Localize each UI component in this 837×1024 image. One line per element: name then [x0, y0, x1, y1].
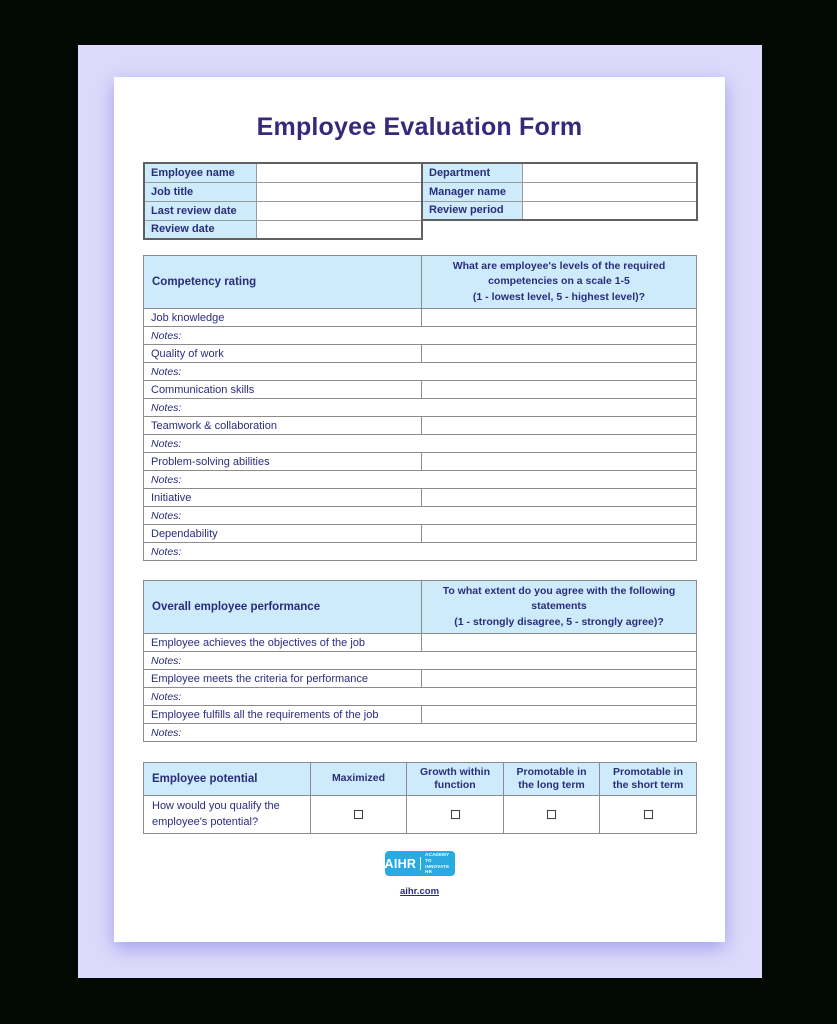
table-row — [144, 688, 697, 706]
aihr-logo-text: AIHR — [384, 856, 417, 871]
table-row — [144, 670, 697, 688]
table-row — [144, 489, 697, 507]
aihr-logo-tagline — [425, 852, 454, 875]
competency-label: Teamwork & collaboration — [144, 417, 422, 435]
notes-label: Notes: — [151, 545, 182, 558]
table-row — [144, 417, 697, 435]
last-review-date-label: Last review date — [144, 201, 256, 220]
employee-potential-table — [143, 762, 697, 834]
employee-name-field[interactable] — [256, 163, 422, 182]
checkbox-icon[interactable] — [451, 810, 460, 819]
competency-scale-question: What are employee's levels of the required competencies on a scale 1-5 — [452, 260, 666, 288]
review-date-label: Review date — [144, 220, 256, 239]
table-row — [422, 201, 697, 220]
competency-label: Quality of work — [144, 345, 422, 363]
competency-rating-header: Competency rating — [144, 256, 422, 309]
notes-cell[interactable] — [144, 688, 697, 706]
table-row — [144, 706, 697, 724]
notes-label: Notes: — [151, 726, 182, 739]
competency-label: Communication skills — [144, 381, 422, 399]
last-review-date-field[interactable] — [256, 201, 422, 220]
rating-input-cell[interactable] — [422, 345, 697, 363]
rating-input-cell[interactable] — [422, 670, 697, 688]
table-row — [144, 724, 697, 742]
review-period-label: Review period — [422, 201, 522, 220]
table-row — [144, 201, 422, 220]
manager-name-label: Manager name — [422, 182, 522, 201]
rating-input-cell[interactable] — [422, 417, 697, 435]
performance-scale-question: To what extent do you agree with the following statements — [442, 585, 676, 613]
table-row — [144, 471, 697, 489]
logo-divider — [420, 857, 421, 870]
table-row — [144, 507, 697, 525]
job-title-label: Job title — [144, 182, 256, 201]
column-header-growth: Growth within function — [407, 763, 504, 796]
document-page — [114, 77, 725, 942]
performance-statement: Employee achieves the objectives of the job — [144, 634, 422, 652]
competency-label: Job knowledge — [144, 309, 422, 327]
table-row — [144, 453, 697, 471]
checkbox-icon[interactable] — [547, 810, 556, 819]
tagline-line-2: INNOVATE HR — [425, 863, 450, 875]
performance-statement: Employee meets the criteria for performance — [144, 670, 422, 688]
table-row — [144, 399, 697, 417]
tagline-line-1: ACADEMY TO — [425, 851, 450, 863]
checkbox-cell-growth — [407, 796, 504, 834]
performance-header: Overall employee performance — [144, 581, 422, 634]
notes-cell[interactable] — [144, 363, 697, 381]
table-header-row — [144, 763, 697, 796]
notes-cell[interactable] — [144, 399, 697, 417]
rating-input-cell[interactable] — [422, 706, 697, 724]
checkbox-cell-maximized — [311, 796, 407, 834]
employee-info-table-right — [421, 162, 698, 221]
table-row — [144, 345, 697, 363]
notes-cell[interactable] — [144, 652, 697, 670]
aihr-website-link[interactable]: aihr.com — [399, 886, 440, 897]
manager-name-field[interactable] — [522, 182, 697, 201]
table-row — [144, 309, 697, 327]
column-header-promotable-short: Promotable in the short term — [600, 763, 697, 796]
notes-label: Notes: — [151, 690, 182, 703]
notes-label: Notes: — [151, 437, 182, 450]
potential-header: Employee potential — [144, 763, 311, 796]
rating-input-cell[interactable] — [422, 381, 697, 399]
column-header-maximized: Maximized — [311, 763, 407, 796]
competency-label: Initiative — [144, 489, 422, 507]
table-row — [144, 543, 697, 561]
table-row — [144, 435, 697, 453]
performance-statement: Employee fulfills all the requirements of the job — [144, 706, 422, 724]
table-row — [144, 182, 422, 201]
competency-label: Dependability — [144, 525, 422, 543]
table-row — [144, 363, 697, 381]
competency-rating-table — [143, 255, 697, 561]
table-row — [144, 652, 697, 670]
notes-cell[interactable] — [144, 327, 697, 345]
table-row — [422, 182, 697, 201]
notes-cell[interactable] — [144, 543, 697, 561]
review-date-field[interactable] — [256, 220, 422, 239]
table-row — [422, 163, 697, 182]
performance-scale-header — [422, 581, 697, 634]
notes-label: Notes: — [151, 329, 182, 342]
table-row — [144, 220, 422, 239]
checkbox-cell-promotable-short — [600, 796, 697, 834]
performance-scale-legend: (1 - strongly disagree, 5 - strongly agree)? — [454, 615, 664, 628]
table-row — [144, 163, 422, 182]
job-title-field[interactable] — [256, 182, 422, 201]
employee-name-label: Employee name — [144, 163, 256, 182]
checkbox-cell-promotable-long — [504, 796, 600, 834]
table-row — [144, 796, 697, 834]
page-frame — [78, 45, 762, 978]
column-header-promotable-long: Promotable in the long term — [504, 763, 600, 796]
rating-input-cell[interactable] — [422, 489, 697, 507]
rating-input-cell[interactable] — [422, 634, 697, 652]
competency-scale-header — [422, 256, 697, 309]
notes-cell[interactable] — [144, 435, 697, 453]
notes-cell[interactable] — [144, 724, 697, 742]
table-row — [144, 634, 697, 652]
overall-performance-table — [143, 580, 697, 742]
employee-info-table-left — [143, 162, 423, 240]
notes-label: Notes: — [151, 401, 182, 414]
notes-label: Notes: — [151, 473, 182, 486]
table-row — [144, 525, 697, 543]
rating-input-cell[interactable] — [422, 525, 697, 543]
notes-label: Notes: — [151, 509, 182, 522]
potential-question: How would you qualify the employee's potential? — [144, 796, 311, 834]
checkbox-icon[interactable] — [354, 810, 363, 819]
footer — [114, 881, 725, 899]
competency-label: Problem-solving abilities — [144, 453, 422, 471]
table-row — [144, 327, 697, 345]
table-row — [144, 381, 697, 399]
notes-cell[interactable] — [144, 507, 697, 525]
aihr-logo — [385, 851, 455, 876]
notes-label: Notes: — [151, 365, 182, 378]
notes-label: Notes: — [151, 654, 182, 667]
page-title: Employee Evaluation Form — [256, 113, 583, 141]
department-field[interactable] — [522, 163, 697, 182]
checkbox-icon[interactable] — [644, 810, 653, 819]
table-header-row — [144, 581, 697, 634]
rating-input-cell[interactable] — [422, 453, 697, 471]
department-label: Department — [422, 163, 522, 182]
notes-cell[interactable] — [144, 471, 697, 489]
table-header-row — [144, 256, 697, 309]
competency-scale-legend: (1 - lowest level, 5 - highest level)? — [472, 290, 646, 303]
review-period-field[interactable] — [522, 201, 697, 220]
rating-input-cell[interactable] — [422, 309, 697, 327]
